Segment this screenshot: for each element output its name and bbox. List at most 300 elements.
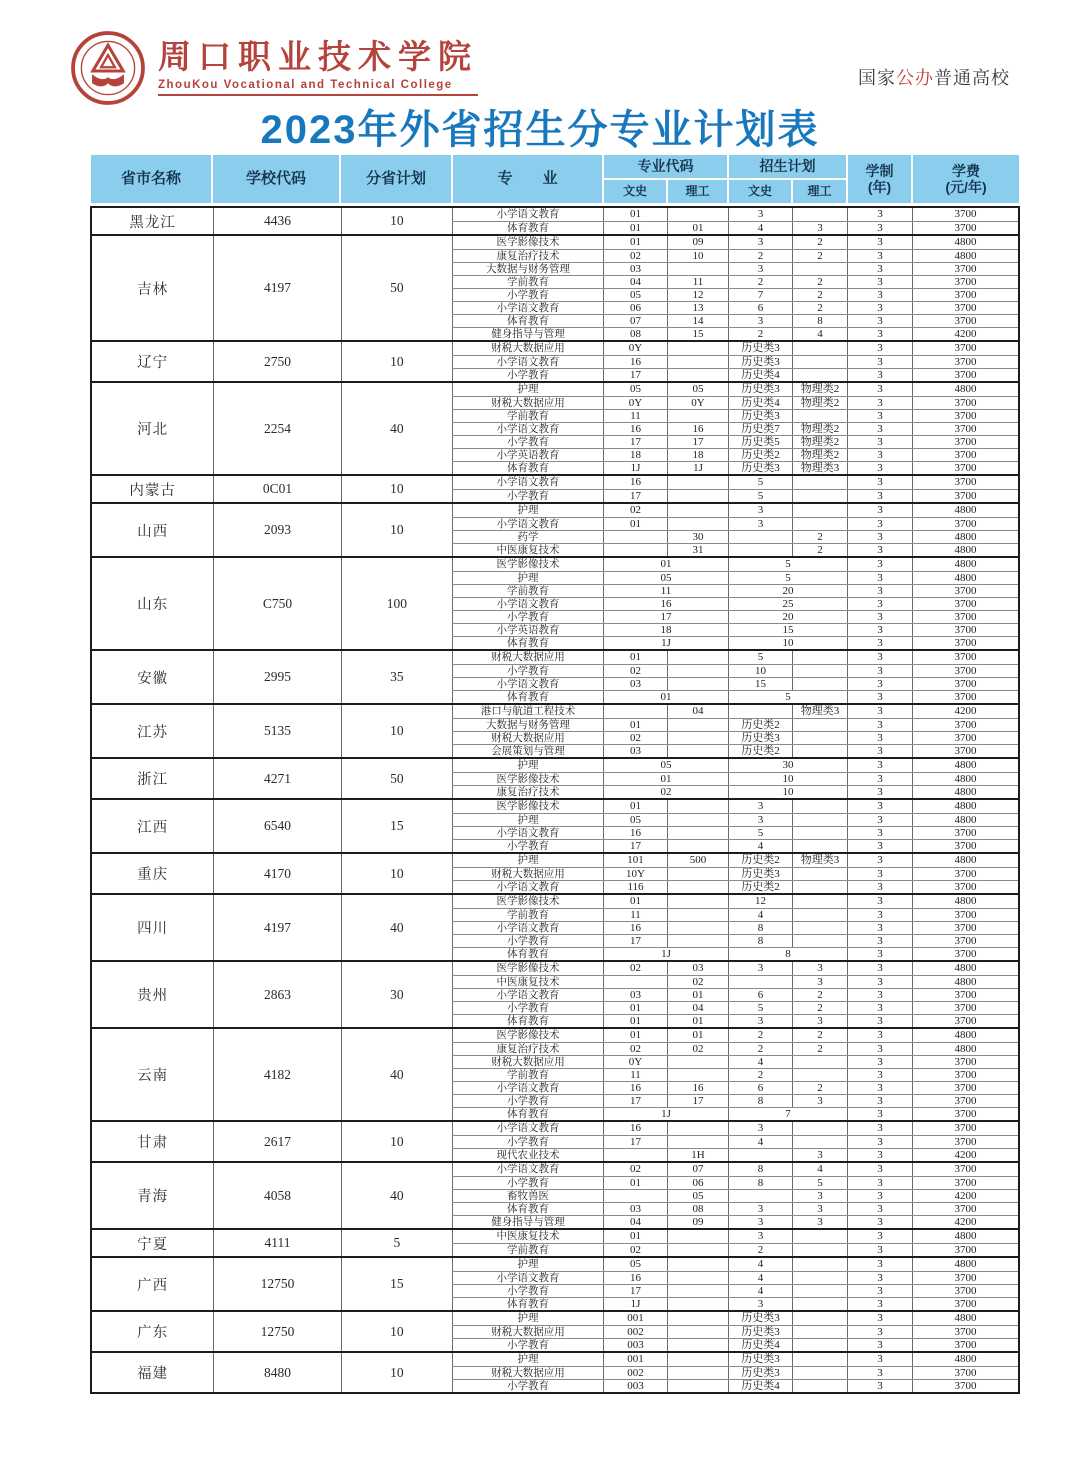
years-value: 3 xyxy=(847,585,912,597)
enroll-plan-lg xyxy=(792,1136,847,1148)
major-code-lg xyxy=(667,1339,728,1351)
province-plan-value: 40 xyxy=(341,1163,452,1228)
enroll-plan-ws: 历史类3 xyxy=(728,462,792,474)
major-name: 小学英语教育 xyxy=(452,624,603,636)
major-code-ws: 116 xyxy=(603,881,667,893)
years-value: 3 xyxy=(847,840,912,852)
major-code-lg xyxy=(667,490,728,502)
province-block xyxy=(92,1256,1018,1310)
major-name: 畜牧兽医 xyxy=(452,1190,603,1202)
major-code-ws: 01 xyxy=(603,222,667,234)
years-value: 3 xyxy=(847,410,912,422)
major-row xyxy=(452,1055,1018,1068)
years-value: 3 xyxy=(847,369,912,381)
major-code-ws xyxy=(603,531,667,543)
school-code-value: 2617 xyxy=(213,1122,340,1161)
enroll-plan-lg: 2 xyxy=(792,531,847,543)
years-value: 3 xyxy=(847,989,912,1001)
major-name: 康复治疗技术 xyxy=(452,786,603,798)
major-code-ws: 16 xyxy=(603,1082,667,1094)
major-name: 小学语文教育 xyxy=(452,423,603,435)
major-code-ws: 003 xyxy=(603,1380,667,1392)
enroll-plan-ws: 15 xyxy=(728,678,792,690)
major-code-ws: 003 xyxy=(603,1339,667,1351)
province-plan-value: 40 xyxy=(341,895,452,960)
col-header-code-ws: 文史 xyxy=(603,179,667,204)
major-row xyxy=(452,880,1018,893)
years-value: 3 xyxy=(847,1203,912,1215)
major-name: 财税大数据应用 xyxy=(452,1326,603,1338)
major-name: 康复治疗技术 xyxy=(452,250,603,262)
enroll-plan-ws: 3 xyxy=(728,1230,792,1243)
enroll-plan-lg: 物理类3 xyxy=(792,854,847,867)
years-value: 3 xyxy=(847,611,912,623)
fee-value: 3700 xyxy=(912,598,1018,610)
major-name: 小学语文教育 xyxy=(452,989,603,1001)
major-code-ws: 01 xyxy=(603,773,728,785)
fee-value: 3700 xyxy=(912,208,1018,221)
enroll-plan-ws: 3 xyxy=(728,504,792,517)
fee-value: 3700 xyxy=(912,397,1018,409)
major-code-lg xyxy=(667,745,728,757)
enroll-plan-ws: 8 xyxy=(728,1095,792,1107)
major-row xyxy=(452,1081,1018,1094)
enroll-plan-ws: 4 xyxy=(728,1272,792,1284)
fee-value: 3700 xyxy=(912,868,1018,880)
fee-value: 4800 xyxy=(912,800,1018,813)
major-rows xyxy=(452,705,1018,757)
major-name: 体育教育 xyxy=(452,691,603,703)
fee-value: 3700 xyxy=(912,637,1018,649)
major-row xyxy=(452,1122,1018,1135)
major-code-lg: 01 xyxy=(667,1015,728,1027)
enroll-plan-ws: 历史类2 xyxy=(728,449,792,461)
major-code-ws: 002 xyxy=(603,1367,667,1379)
fee-value: 3700 xyxy=(912,289,1018,301)
major-code-ws: 01 xyxy=(603,1015,667,1027)
major-rows xyxy=(452,342,1018,381)
major-row xyxy=(452,396,1018,409)
enroll-plan-lg: 3 xyxy=(792,1216,847,1228)
enroll-plan-ws: 25 xyxy=(728,598,847,610)
major-code-ws: 01 xyxy=(603,1002,667,1014)
major-name: 小学教育 xyxy=(452,1380,603,1392)
col-header-enroll-plan: 招生计划 xyxy=(728,154,847,179)
province-block xyxy=(92,381,1018,474)
province-plan-value: 10 xyxy=(341,1353,452,1392)
col-header-province: 省市名称 xyxy=(90,154,212,204)
years-value: 3 xyxy=(847,328,912,340)
major-code-ws: 01 xyxy=(603,1029,667,1042)
major-name: 体育教育 xyxy=(452,1108,603,1120)
enroll-plan-lg xyxy=(792,1069,847,1081)
enroll-plan-lg xyxy=(792,719,847,731)
years-value: 3 xyxy=(847,462,912,474)
major-code-ws: 06 xyxy=(603,302,667,314)
major-code-ws: 02 xyxy=(603,962,667,975)
province-block xyxy=(92,649,1018,703)
major-code-ws: 1J xyxy=(603,637,728,649)
province-block xyxy=(92,757,1018,798)
years-value: 3 xyxy=(847,962,912,975)
major-name: 健身指导与管理 xyxy=(452,328,603,340)
enroll-plan-ws: 历史类2 xyxy=(728,745,792,757)
enroll-plan-lg: 8 xyxy=(792,315,847,327)
major-row xyxy=(452,262,1018,275)
enroll-plan-lg: 物理类2 xyxy=(792,383,847,396)
major-code-lg: 500 xyxy=(667,854,728,867)
major-name: 医学影像技术 xyxy=(452,773,603,785)
enroll-plan-ws: 历史类4 xyxy=(728,397,792,409)
major-code-ws: 11 xyxy=(603,585,728,597)
enroll-plan-lg xyxy=(792,909,847,921)
major-row xyxy=(452,1297,1018,1310)
major-code-lg: 14 xyxy=(667,315,728,327)
major-name: 小学语文教育 xyxy=(452,518,603,530)
province-plan-value: 30 xyxy=(341,962,452,1027)
major-name: 医学影像技术 xyxy=(452,895,603,908)
enroll-plan-ws: 8 xyxy=(728,1163,792,1176)
major-code-lg xyxy=(667,1136,728,1148)
major-code-lg xyxy=(667,868,728,880)
major-code-ws: 18 xyxy=(603,624,728,636)
major-rows xyxy=(452,558,1018,649)
enroll-plan-lg: 4 xyxy=(792,1163,847,1176)
province-plan-value: 10 xyxy=(341,208,452,234)
major-code-ws: 03 xyxy=(603,263,667,275)
fee-value: 3700 xyxy=(912,518,1018,530)
years-value: 3 xyxy=(847,598,912,610)
major-row xyxy=(452,1284,1018,1297)
major-code-lg xyxy=(667,342,728,355)
years-value: 3 xyxy=(847,827,912,839)
enroll-plan-ws: 2 xyxy=(728,1029,792,1042)
major-name: 学前教育 xyxy=(452,1069,603,1081)
major-name: 体育教育 xyxy=(452,462,603,474)
enroll-plan-lg: 物理类2 xyxy=(792,449,847,461)
fee-value: 3700 xyxy=(912,1069,1018,1081)
fee-value: 3700 xyxy=(912,1367,1018,1379)
major-row xyxy=(452,975,1018,988)
major-code-lg: 12 xyxy=(667,289,728,301)
province-plan-value: 10 xyxy=(341,1312,452,1351)
enroll-plan-ws xyxy=(728,705,792,718)
province-name: 黑龙江 xyxy=(129,214,176,231)
years-value: 3 xyxy=(847,691,912,703)
badge-text-post: 普通高校 xyxy=(934,68,1010,88)
fee-value: 3700 xyxy=(912,1298,1018,1310)
enroll-plan-lg xyxy=(792,342,847,355)
years-value: 3 xyxy=(847,315,912,327)
major-row xyxy=(452,1029,1018,1042)
major-code-ws: 002 xyxy=(603,1326,667,1338)
fee-label-line1: 学费 xyxy=(952,162,980,179)
major-row xyxy=(452,1338,1018,1351)
major-rows xyxy=(452,651,1018,703)
enroll-plan-lg xyxy=(792,410,847,422)
fee-value: 3700 xyxy=(912,356,1018,368)
fee-value: 4800 xyxy=(912,531,1018,543)
major-row xyxy=(452,476,1018,489)
fee-value: 4800 xyxy=(912,572,1018,584)
province-block xyxy=(92,474,1018,502)
major-code-ws: 16 xyxy=(603,827,667,839)
years-value: 3 xyxy=(847,356,912,368)
major-row xyxy=(452,435,1018,448)
years-value: 3 xyxy=(847,705,912,718)
major-code-ws: 18 xyxy=(603,449,667,461)
province-name: 四川 xyxy=(137,921,169,937)
years-value: 3 xyxy=(847,678,912,690)
years-value: 3 xyxy=(847,909,912,921)
badge-text-red: 公办 xyxy=(896,68,934,88)
major-code-ws: 03 xyxy=(603,1203,667,1215)
enroll-plan-ws: 历史类2 xyxy=(728,719,792,731)
years-value: 3 xyxy=(847,665,912,677)
major-name: 护理 xyxy=(452,504,603,517)
major-row xyxy=(452,1176,1018,1189)
major-code-ws xyxy=(603,1190,667,1202)
major-row xyxy=(452,543,1018,556)
major-code-lg: 08 xyxy=(667,1203,728,1215)
major-row xyxy=(452,1014,1018,1027)
years-value: 3 xyxy=(847,208,912,221)
fee-value: 4800 xyxy=(912,962,1018,975)
enroll-plan-ws xyxy=(728,1190,792,1202)
major-name: 体育教育 xyxy=(452,1203,603,1215)
major-code-ws: 05 xyxy=(603,383,667,396)
enroll-plan-ws: 5 xyxy=(728,1002,792,1014)
major-code-ws: 03 xyxy=(603,678,667,690)
enroll-plan-lg: 2 xyxy=(792,276,847,288)
major-row xyxy=(452,1068,1018,1081)
major-name: 康复治疗技术 xyxy=(452,1043,603,1055)
years-value: 3 xyxy=(847,531,912,543)
province-name: 重庆 xyxy=(137,867,169,883)
major-code-ws: 05 xyxy=(603,814,667,826)
fee-value: 4800 xyxy=(912,558,1018,571)
province-block xyxy=(92,960,1018,1027)
school-code-value: 2093 xyxy=(213,504,340,556)
major-row xyxy=(452,988,1018,1001)
major-name: 现代农业技术 xyxy=(452,1149,603,1161)
major-row xyxy=(452,236,1018,249)
school-code-value: 2750 xyxy=(213,342,340,381)
enroll-plan-lg: 3 xyxy=(792,962,847,975)
major-row xyxy=(452,651,1018,664)
province-plan-value: 10 xyxy=(341,504,452,556)
province-block xyxy=(92,1310,1018,1351)
major-row xyxy=(452,448,1018,461)
years-value: 3 xyxy=(847,342,912,355)
enroll-plan-ws: 历史类3 xyxy=(728,1367,792,1379)
enroll-plan-lg xyxy=(792,490,847,502)
years-value: 3 xyxy=(847,1082,912,1094)
fee-value: 3700 xyxy=(912,827,1018,839)
enroll-plan-lg xyxy=(792,1285,847,1297)
fee-value: 4800 xyxy=(912,773,1018,785)
fee-value: 4200 xyxy=(912,328,1018,340)
enroll-plan-ws xyxy=(728,531,792,543)
major-name: 财税大数据应用 xyxy=(452,1056,603,1068)
major-code-lg xyxy=(667,518,728,530)
major-rows xyxy=(452,1122,1018,1161)
enroll-plan-ws: 3 xyxy=(728,518,792,530)
major-row xyxy=(452,597,1018,610)
major-code-lg: 03 xyxy=(667,962,728,975)
major-code-ws: 05 xyxy=(603,289,667,301)
enroll-plan-lg: 3 xyxy=(792,1015,847,1027)
major-rows xyxy=(452,800,1018,852)
major-name: 小学教育 xyxy=(452,436,603,448)
major-row xyxy=(452,1001,1018,1014)
enroll-plan-lg: 物理类2 xyxy=(792,436,847,448)
major-row xyxy=(452,409,1018,422)
province-block xyxy=(92,1161,1018,1228)
major-name: 小学语文教育 xyxy=(452,881,603,893)
enroll-plan-lg: 2 xyxy=(792,236,847,249)
major-code-ws: 02 xyxy=(603,732,667,744)
enroll-plan-ws: 5 xyxy=(728,558,847,571)
enroll-plan-lg: 2 xyxy=(792,302,847,314)
major-row xyxy=(452,772,1018,785)
enrollment-plan-table xyxy=(90,154,1020,1394)
major-name: 小学教育 xyxy=(452,840,603,852)
major-row xyxy=(452,504,1018,517)
major-code-lg: 0Y xyxy=(667,397,728,409)
enroll-plan-lg xyxy=(792,208,847,221)
years-value: 3 xyxy=(847,1163,912,1176)
years-value: 3 xyxy=(847,624,912,636)
major-code-lg xyxy=(667,1326,728,1338)
major-code-ws: 02 xyxy=(603,665,667,677)
province-name: 宁夏 xyxy=(137,1236,169,1253)
major-name: 护理 xyxy=(452,759,603,772)
col-header-school-code: 学校代码 xyxy=(212,154,340,204)
province-block xyxy=(92,234,1018,340)
fee-value: 3700 xyxy=(912,1082,1018,1094)
major-code-ws: 17 xyxy=(603,490,667,502)
major-name: 学前教育 xyxy=(452,276,603,288)
college-emblem-icon xyxy=(70,30,146,106)
fee-value: 4800 xyxy=(912,504,1018,517)
years-value: 3 xyxy=(847,1002,912,1014)
major-row xyxy=(452,1379,1018,1392)
fee-value: 3700 xyxy=(912,840,1018,852)
major-code-ws: 16 xyxy=(603,476,667,489)
fee-value: 3700 xyxy=(912,719,1018,731)
enroll-plan-lg xyxy=(792,1056,847,1068)
enroll-plan-lg xyxy=(792,868,847,880)
major-code-lg: 18 xyxy=(667,449,728,461)
enroll-plan-ws: 7 xyxy=(728,1108,847,1120)
major-code-ws: 16 xyxy=(603,922,667,934)
enroll-plan-lg: 3 xyxy=(792,976,847,988)
years-value: 3 xyxy=(847,1326,912,1338)
school-code-value: 4271 xyxy=(213,759,340,798)
major-name: 医学影像技术 xyxy=(452,800,603,813)
enroll-plan-ws: 4 xyxy=(728,1136,792,1148)
enroll-plan-ws: 3 xyxy=(728,1216,792,1228)
enroll-plan-lg: 物理类2 xyxy=(792,423,847,435)
enroll-plan-ws: 3 xyxy=(728,962,792,975)
major-code-ws: 03 xyxy=(603,989,667,1001)
major-code-ws: 07 xyxy=(603,315,667,327)
fee-value: 3700 xyxy=(912,948,1018,960)
major-row xyxy=(452,664,1018,677)
school-code-value: 4197 xyxy=(213,895,340,960)
major-code-lg: 10 xyxy=(667,250,728,262)
major-name: 财税大数据应用 xyxy=(452,651,603,664)
major-code-ws: 01 xyxy=(603,208,667,221)
major-code-ws: 01 xyxy=(603,800,667,813)
school-code-value: 6540 xyxy=(213,800,340,852)
fee-value: 3700 xyxy=(912,342,1018,355)
major-code-lg xyxy=(667,678,728,690)
major-name: 小学教育 xyxy=(452,369,603,381)
major-row xyxy=(452,962,1018,975)
enroll-plan-lg xyxy=(792,1326,847,1338)
enroll-plan-lg xyxy=(792,1339,847,1351)
years-value: 3 xyxy=(847,289,912,301)
fee-value: 3700 xyxy=(912,678,1018,690)
major-name: 学前教育 xyxy=(452,1244,603,1256)
major-name: 医学影像技术 xyxy=(452,558,603,571)
major-row xyxy=(452,908,1018,921)
fee-value: 3700 xyxy=(912,935,1018,947)
enroll-plan-ws: 历史类3 xyxy=(728,1353,792,1366)
years-value: 3 xyxy=(847,476,912,489)
years-value: 3 xyxy=(847,1056,912,1068)
major-name: 体育教育 xyxy=(452,1298,603,1310)
col-header-plan-ws: 文史 xyxy=(728,179,792,204)
enroll-plan-lg: 2 xyxy=(792,1002,847,1014)
enroll-plan-lg xyxy=(792,476,847,489)
enroll-plan-lg: 2 xyxy=(792,989,847,1001)
major-code-lg xyxy=(667,1380,728,1392)
major-code-ws: 02 xyxy=(603,250,667,262)
years-value: 3 xyxy=(847,504,912,517)
major-code-lg xyxy=(667,800,728,813)
major-row xyxy=(452,826,1018,839)
enroll-plan-lg xyxy=(792,504,847,517)
major-name: 医学影像技术 xyxy=(452,236,603,249)
major-row xyxy=(452,249,1018,262)
major-name: 小学语文教育 xyxy=(452,1122,603,1135)
years-value: 3 xyxy=(847,732,912,744)
major-rows xyxy=(452,854,1018,893)
province-name: 广西 xyxy=(137,1277,169,1294)
enroll-plan-ws: 12 xyxy=(728,895,792,908)
enroll-plan-lg: 3 xyxy=(792,1149,847,1161)
major-row xyxy=(452,1135,1018,1148)
fee-value: 3700 xyxy=(912,1244,1018,1256)
major-row xyxy=(452,934,1018,947)
enroll-plan-lg xyxy=(792,678,847,690)
major-code-lg xyxy=(667,410,728,422)
fee-value: 3700 xyxy=(912,745,1018,757)
major-code-lg xyxy=(667,909,728,921)
years-value: 3 xyxy=(847,800,912,813)
college-name-en: ZhouKou Vocational and Technical College xyxy=(158,79,478,96)
province-block xyxy=(92,852,1018,893)
major-rows xyxy=(452,383,1018,474)
major-row xyxy=(452,1353,1018,1366)
enroll-plan-lg xyxy=(792,922,847,934)
enroll-plan-ws: 5 xyxy=(728,827,792,839)
major-code-lg: 30 xyxy=(667,531,728,543)
enroll-plan-ws: 3 xyxy=(728,236,792,249)
